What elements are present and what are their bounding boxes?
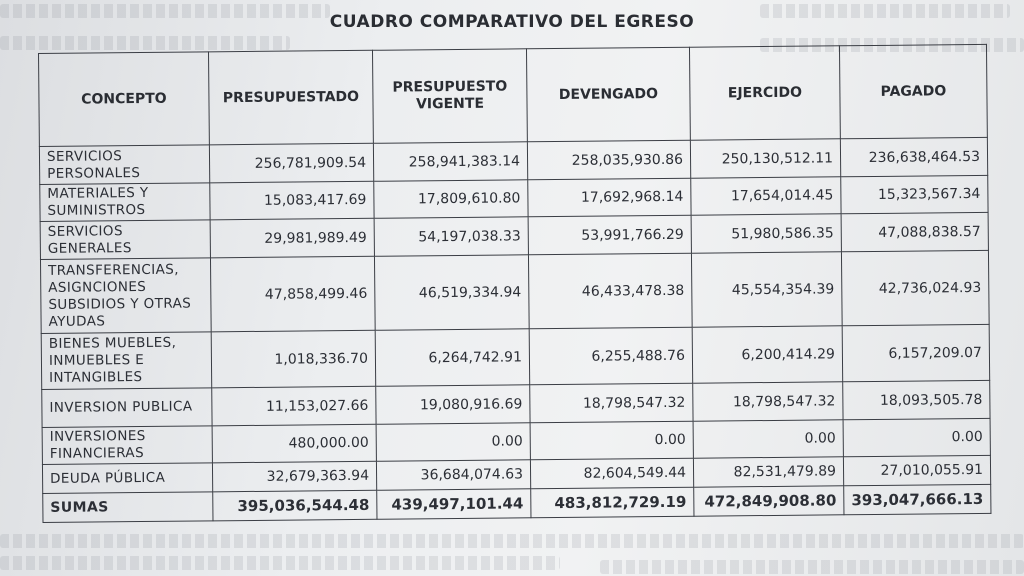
cell-presupuestado: 15,083,417.69 <box>210 181 374 220</box>
header-devengado: DEVENGADO <box>526 47 690 142</box>
cell-concepto: TRANSFERENCIAS, ASIGNCIONES SUBSIDIOS Y OTRAS AYUDAS <box>40 258 211 334</box>
cell-ejercido: 0.00 <box>693 420 843 458</box>
table-row <box>40 250 989 333</box>
cell-vigente: 54,197,038.33 <box>374 217 528 256</box>
cell-pagado: 47,088,838.57 <box>841 212 988 251</box>
cell-concepto: INVERSIONES FINANCIERAS <box>42 426 212 465</box>
cell-devengado: 82,604,549.44 <box>530 458 693 489</box>
header-pagado: PAGADO <box>839 44 987 138</box>
header-concepto: CONCEPTO <box>39 52 210 147</box>
cell-presupuestado: 47,858,499.46 <box>210 256 375 332</box>
cell-concepto: BIENES MUEBLES, INMUEBLES E INTANGIBLES <box>41 332 212 390</box>
cell-pagado: 0.00 <box>843 418 990 456</box>
cell-pagado: 6,157,209.07 <box>842 324 990 381</box>
total-devengado: 483,812,729.19 <box>531 487 694 518</box>
cell-presupuestado: 1,018,336.70 <box>211 330 376 388</box>
cell-pagado: 236,638,464.53 <box>840 137 987 176</box>
cell-devengado: 18,798,547.32 <box>530 383 693 423</box>
total-pagado: 393,047,666.13 <box>844 484 991 514</box>
cell-concepto: INVERSION PUBLICA <box>42 388 212 428</box>
table-header-row <box>39 44 988 146</box>
cell-ejercido: 51,980,586.35 <box>691 214 841 253</box>
total-presupuestado: 395,036,544.48 <box>213 490 377 521</box>
cell-pagado: 15,323,567.34 <box>841 175 988 213</box>
cell-presupuestado: 32,679,363.94 <box>212 461 376 492</box>
cell-ejercido: 250,130,512.11 <box>690 139 840 178</box>
cell-concepto: SERVICIOS GENERALES <box>40 220 210 260</box>
cell-pagado: 27,010,055.91 <box>843 455 990 485</box>
total-vigente: 439,497,101.44 <box>377 489 531 519</box>
cell-vigente: 258,941,383.14 <box>373 142 527 181</box>
totals-label: SUMAS <box>43 492 213 523</box>
cell-devengado: 258,035,930.86 <box>527 140 690 180</box>
cell-pagado: 42,736,024.93 <box>841 250 989 325</box>
cell-ejercido: 6,200,414.29 <box>692 326 843 383</box>
cell-vigente: 46,519,334.94 <box>374 255 529 330</box>
cell-devengado: 17,692,968.14 <box>528 178 691 217</box>
cell-vigente: 0.00 <box>376 423 530 461</box>
cell-presupuestado: 29,981,989.49 <box>210 218 374 258</box>
cell-concepto: SERVICIOS PERSONALES <box>39 145 209 185</box>
cell-presupuestado: 11,153,027.66 <box>212 386 376 426</box>
document-title: CUADRO COMPARATIVO DEL EGRESO <box>329 12 695 32</box>
table-row <box>41 324 989 389</box>
total-ejercido: 472,849,908.80 <box>694 486 844 516</box>
cell-ejercido: 18,798,547.32 <box>693 382 843 421</box>
cell-vigente: 19,080,916.69 <box>376 385 530 424</box>
cell-presupuestado: 256,781,909.54 <box>209 143 373 183</box>
cell-devengado: 6,255,488.76 <box>529 327 693 385</box>
cell-devengado: 0.00 <box>530 421 693 460</box>
header-presupuesto-vigente: PRESUPUESTO VIGENTE <box>372 49 527 143</box>
cell-pagado: 18,093,505.78 <box>843 380 990 419</box>
cell-concepto: DEUDA PÚBLICA <box>42 463 212 494</box>
cell-concepto: MATERIALES Y SUMINISTROS <box>40 183 210 222</box>
header-ejercido: EJERCIDO <box>689 46 840 140</box>
cell-ejercido: 45,554,354.39 <box>691 252 842 327</box>
cell-devengado: 46,433,478.38 <box>528 253 692 329</box>
cell-ejercido: 82,531,479.89 <box>693 457 843 487</box>
cell-ejercido: 17,654,014.45 <box>691 177 841 215</box>
cell-vigente: 36,684,074.63 <box>376 460 530 490</box>
cell-presupuestado: 480,000.00 <box>212 424 376 463</box>
header-presupuestado: PRESUPUESTADO <box>208 50 373 145</box>
expense-comparison-table <box>38 44 991 523</box>
cell-vigente: 6,264,742.91 <box>375 329 530 386</box>
cell-vigente: 17,809,610.80 <box>374 180 528 218</box>
cell-devengado: 53,991,766.29 <box>528 215 691 255</box>
